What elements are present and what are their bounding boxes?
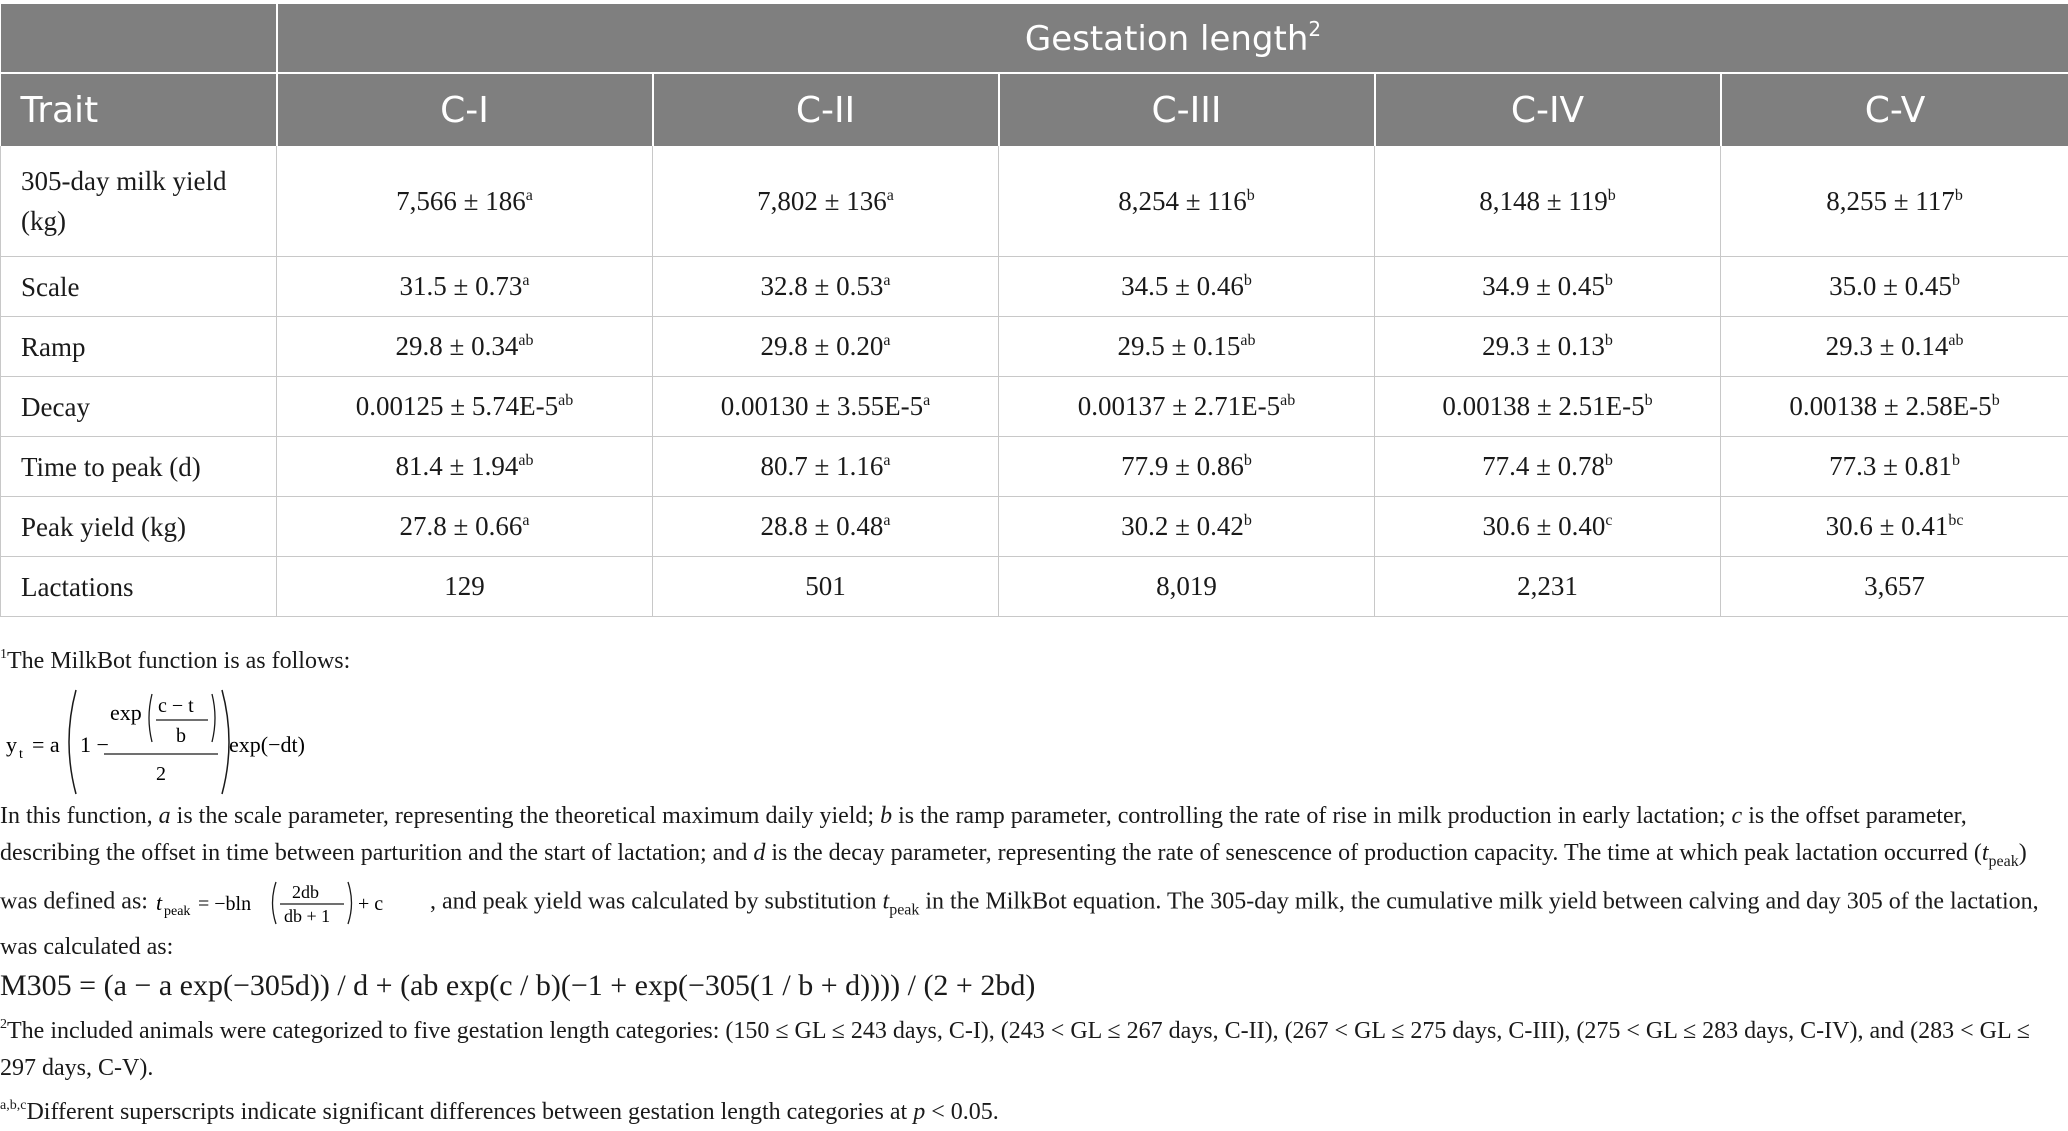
table-cell [999, 146, 1375, 257]
para-text-5: is the decay parameter, representing the rate of senescence of production capacity. The time at which peak lactation occurred ( [765, 840, 1981, 866]
tpeak-formula [154, 880, 424, 926]
cell-superscript: b [1955, 187, 1963, 204]
formula-inner-right-paren [212, 694, 215, 742]
table-cell [277, 497, 653, 557]
cell-superscript: a [522, 512, 529, 529]
cell-value: 31.5 ± 0.73 [400, 271, 523, 301]
formula-one-minus: 1 − [80, 732, 109, 757]
cell-value: 0.00130 ± 3.55E-5 [721, 391, 923, 421]
group-header-label: Gestation length [1025, 19, 1308, 59]
cell-superscript: ab [1280, 392, 1295, 409]
footnote-1 [0, 636, 2060, 680]
table-cell [1375, 257, 1721, 317]
m305-formula: M305 = (a − a exp(−305d)) / d + (ab exp(c / b)(−1 + exp(−305(1 / b + d)))) / (2 + 2bd) [0, 966, 2060, 1006]
cell-value: 28.8 ± 0.48 [761, 511, 884, 541]
table-cell [277, 146, 653, 257]
tpeak-eq: = −bln [198, 893, 251, 915]
results-table [0, 4, 2068, 617]
cell-superscript: ab [518, 452, 533, 469]
cell-value: 29.5 ± 0.15 [1118, 331, 1241, 361]
cell-superscript: a [887, 187, 894, 204]
cell-superscript: a [923, 392, 930, 409]
var-d: d [753, 840, 765, 866]
table-cell [653, 317, 999, 377]
column-header-c5: C-V [1721, 73, 2068, 146]
formula-right-paren [222, 690, 229, 794]
table-cell [1721, 317, 2068, 377]
cell-value: 8,019 [1156, 571, 1217, 601]
table-row [1, 497, 2068, 557]
table-cell [999, 497, 1375, 557]
cell-value: 30.2 ± 0.42 [1121, 511, 1244, 541]
para-text-7: , and peak yield was calculated by substitution [424, 889, 883, 915]
tpeak-var-2: t [883, 889, 890, 915]
cell-superscript: b [1605, 452, 1613, 469]
table-row [1, 146, 2068, 257]
trait-label: Time to peak (d) [1, 437, 277, 497]
milkbot-formula [0, 680, 2060, 798]
cell-superscript: b [1244, 512, 1252, 529]
cell-superscript: b [1952, 452, 1960, 469]
group-header-sup: 2 [1308, 17, 1321, 41]
table-cell [277, 557, 653, 617]
table-cell [653, 377, 999, 437]
tpeak-den: db + 1 [284, 906, 330, 926]
column-header-c2: C-II [653, 73, 999, 146]
group-header-row [1, 4, 2068, 73]
trait-label: 305-day milk yield (kg) [1, 146, 277, 257]
formula-left-paren [69, 690, 76, 794]
cell-value: 34.9 ± 0.45 [1482, 271, 1605, 301]
cell-value: 34.5 ± 0.46 [1121, 271, 1244, 301]
tpeak-sub: peak [1988, 853, 2018, 870]
para-text-6: ) was defined as: [0, 840, 2027, 915]
footnote-2 [0, 1006, 2060, 1087]
para-text-3: is the ramp parameter, controlling the rate of rise in milk production in early lactation; [892, 803, 1731, 829]
cell-value: 129 [444, 571, 485, 601]
table-cell [1375, 317, 1721, 377]
cell-superscript: b [1605, 332, 1613, 349]
trait-label: Decay [1, 377, 277, 437]
cell-superscript: bc [1948, 512, 1963, 529]
formula-lhs: y [6, 732, 17, 757]
trait-label: Lactations [1, 557, 277, 617]
table-cell [277, 317, 653, 377]
cell-value: 30.6 ± 0.41 [1826, 511, 1949, 541]
table-cell [1721, 437, 2068, 497]
cell-value: 29.3 ± 0.13 [1482, 331, 1605, 361]
table-cell [1375, 377, 1721, 437]
cell-value: 8,255 ± 117 [1826, 186, 1955, 216]
column-header-row [1, 73, 2068, 146]
table-cell [999, 557, 1375, 617]
formula-lhs-sub: t [19, 747, 23, 762]
var-b: b [880, 803, 892, 829]
table-cell [1721, 146, 2068, 257]
table-cell [1375, 557, 1721, 617]
milkbot-formula-graphic [0, 680, 340, 798]
formula-eq: = a [32, 732, 60, 757]
footnote-3-p: p [913, 1099, 925, 1125]
cell-superscript: a [522, 272, 529, 289]
formula-inner-left-paren [149, 694, 152, 742]
cell-value: 8,254 ± 116 [1118, 186, 1247, 216]
footnote-3-sup: a,b,c [0, 1098, 26, 1113]
table-cell [1721, 497, 2068, 557]
cell-value: 501 [805, 571, 846, 601]
cell-superscript: ab [518, 332, 533, 349]
cell-value: 32.8 ± 0.53 [761, 271, 884, 301]
para-text-1: In this function, [0, 803, 159, 829]
formula-num: c − t [158, 695, 194, 717]
cell-value: 7,802 ± 136 [757, 186, 887, 216]
footnote-3-text-a: Different superscripts indicate significant differences between gestation length categories at [26, 1099, 913, 1125]
tpeak-formula-graphic [154, 880, 424, 926]
cell-superscript: b [1244, 452, 1252, 469]
cell-value: 2,231 [1517, 571, 1578, 601]
parameter-description [0, 798, 2060, 966]
footnote-1-text: The MilkBot function is as follows: [7, 648, 350, 674]
trait-label: Ramp [1, 317, 277, 377]
formula-den-b: b [176, 725, 186, 747]
table-cell [1375, 146, 1721, 257]
trait-label: Scale [1, 257, 277, 317]
header-blank-cell [1, 4, 277, 73]
tpeak-tail: + c [358, 893, 383, 915]
table-cell [653, 437, 999, 497]
cell-value: 30.6 ± 0.40 [1483, 511, 1606, 541]
table-row [1, 437, 2068, 497]
footnote-3-text-b: < 0.05. [925, 1099, 999, 1125]
column-header-c4: C-IV [1375, 73, 1721, 146]
var-a: a [159, 803, 171, 829]
table-row [1, 557, 2068, 617]
cell-value: 27.8 ± 0.66 [400, 511, 523, 541]
cell-value: 29.3 ± 0.14 [1826, 331, 1949, 361]
footnote-1-sup: 1 [0, 647, 7, 662]
cell-superscript: b [1952, 272, 1960, 289]
table-cell [999, 437, 1375, 497]
table-row [1, 317, 2068, 377]
cell-value: 80.7 ± 1.16 [761, 451, 884, 481]
cell-value: 0.00138 ± 2.58E-5 [1789, 391, 1991, 421]
var-c: c [1732, 803, 1743, 829]
table-cell [277, 257, 653, 317]
cell-value: 35.0 ± 0.45 [1829, 271, 1952, 301]
para-text-4: is the offset parameter, describing the offset in time between parturition and the start of lactation; and [0, 803, 1967, 866]
cell-superscript: b [1992, 392, 2000, 409]
cell-value: 8,148 ± 119 [1479, 186, 1608, 216]
cell-superscript: ab [1240, 332, 1255, 349]
cell-superscript: ab [1948, 332, 1963, 349]
cell-value: 81.4 ± 1.94 [396, 451, 519, 481]
tpeak-sub-2: peak [889, 902, 919, 919]
table-cell [653, 146, 999, 257]
cell-value: 77.4 ± 0.78 [1482, 451, 1605, 481]
formula-tail: exp(−dt) [229, 732, 305, 757]
table-footnotes [0, 636, 2060, 1131]
cell-superscript: b [1244, 272, 1252, 289]
table-cell [277, 377, 653, 437]
cell-superscript: a [883, 512, 890, 529]
table-cell [999, 377, 1375, 437]
column-header-trait: Trait [1, 73, 277, 146]
table-cell [277, 437, 653, 497]
cell-superscript: a [883, 332, 890, 349]
table-cell [1375, 437, 1721, 497]
formula-den-2: 2 [156, 763, 166, 785]
table-cell [999, 257, 1375, 317]
column-header-c3: C-III [999, 73, 1375, 146]
tpeak-lhs: t [156, 890, 163, 915]
cell-superscript: c [1605, 512, 1612, 529]
cell-superscript: b [1608, 187, 1616, 204]
cell-superscript: a [883, 272, 890, 289]
tpeak-num: 2db [292, 882, 319, 902]
cell-value: 29.8 ± 0.20 [761, 331, 884, 361]
table-cell [653, 557, 999, 617]
footnote-2-sup: 2 [0, 1017, 7, 1032]
table-cell [1375, 497, 1721, 557]
cell-superscript: b [1645, 392, 1653, 409]
cell-value: 7,566 ± 186 [396, 186, 526, 216]
tpeak-right-paren [348, 882, 352, 924]
table-cell [999, 317, 1375, 377]
footnote-2-text: The included animals were categorized to five gestation length categories: (150 ≤ GL ≤ 243 days, C-I), (243 < GL ≤ 267 days, C-II), (267 < GL ≤ 275 days, C-III), (275 < GL ≤ 283 days, C-IV), and (283 < GL ≤ 297 days, C-V). [0, 1018, 2030, 1081]
tpeak-left-paren [272, 882, 276, 924]
cell-value: 0.00137 ± 2.71E-5 [1078, 391, 1280, 421]
cell-superscript: b [1247, 187, 1255, 204]
group-header-cell [277, 4, 2068, 73]
table-cell [1721, 377, 2068, 437]
table-row [1, 257, 2068, 317]
cell-value: 77.9 ± 0.86 [1121, 451, 1244, 481]
cell-superscript: ab [558, 392, 573, 409]
para-text-8: in the MilkBot equation. The 305-day milk, the cumulative milk yield between calving and day 305 of the lactation, was calculated as: [0, 889, 2039, 960]
table-row [1, 377, 2068, 437]
cell-value: 29.8 ± 0.34 [396, 331, 519, 361]
table-cell [653, 257, 999, 317]
cell-superscript: a [883, 452, 890, 469]
cell-superscript: a [526, 187, 533, 204]
cell-superscript: b [1605, 272, 1613, 289]
formula-exp: exp [110, 700, 142, 725]
trait-label: Peak yield (kg) [1, 497, 277, 557]
cell-value: 3,657 [1864, 571, 1925, 601]
table-cell [1721, 557, 2068, 617]
para-text-2: is the scale parameter, representing the theoretical maximum daily yield; [171, 803, 880, 829]
cell-value: 0.00138 ± 2.51E-5 [1442, 391, 1644, 421]
table-cell [653, 497, 999, 557]
tpeak-lhs-sub: peak [164, 904, 190, 919]
column-header-c1: C-I [277, 73, 653, 146]
tpeak-var: t [1982, 840, 1989, 866]
table-cell [1721, 257, 2068, 317]
cell-value: 77.3 ± 0.81 [1829, 451, 1952, 481]
cell-value: 0.00125 ± 5.74E-5 [356, 391, 558, 421]
footnote-3 [0, 1087, 2060, 1131]
table-body [1, 146, 2068, 617]
